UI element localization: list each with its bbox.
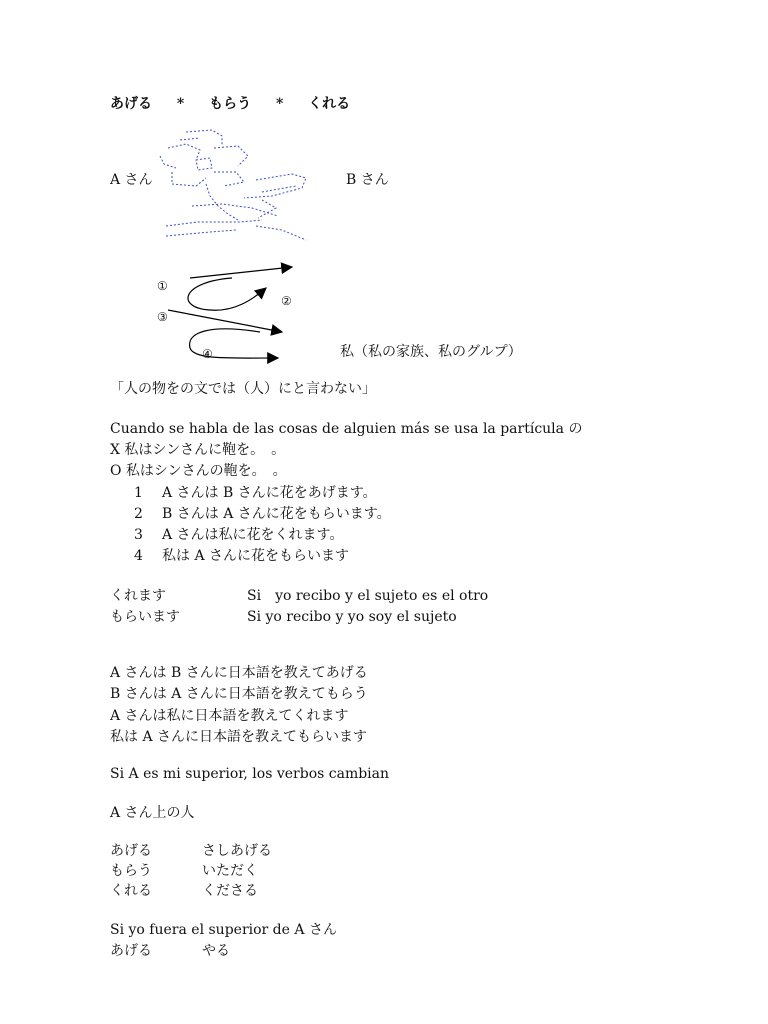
definition-meaning: Si yo recibo y el sujeto es el otro <box>247 588 489 604</box>
verb-humble: やる <box>202 943 230 959</box>
definition-term: もらいます <box>110 609 180 625</box>
title-separator: * <box>176 96 185 112</box>
teach-example: A さんは私に日本語を教えてくれます <box>110 708 349 724</box>
teach-example: A さんは B さんに日本語を教えてあげる <box>110 665 368 681</box>
list-text: A さんは B さんに花をあげます。 <box>162 485 377 501</box>
verb-plain: あげる <box>110 843 152 859</box>
title-separator: * <box>275 96 284 112</box>
arrow-2 <box>188 278 266 310</box>
wrong-example: X 私はシンさんに鞄を。 。 <box>110 442 286 458</box>
list-item <box>134 505 391 523</box>
title-word-ageru: あげる <box>110 96 152 112</box>
verb-plain: もらう <box>110 863 152 879</box>
verb-honorific: いただく <box>202 863 258 879</box>
title-word-kureru: くれる <box>308 96 351 112</box>
person-b-label: B さん <box>346 172 389 188</box>
verb-plain: くれる <box>110 883 152 899</box>
title-word-morau: もらう <box>209 96 252 112</box>
arrow-1 <box>190 267 292 278</box>
teach-example: 私は A さんに日本語を教えてもらいます <box>110 729 368 745</box>
arrow-mark-2: ② <box>281 294 292 308</box>
arrow-mark-1: ① <box>157 279 168 293</box>
superior-label: A さん上の人 <box>110 805 195 821</box>
list-number: 2 <box>134 506 143 522</box>
verb-plain: あげる <box>110 943 152 959</box>
list-number: 1 <box>134 485 143 501</box>
inferior-note: Si yo fuera el superior de A さん <box>110 922 337 938</box>
rule-text: 「人の物をの文では（人）にと言わない」 <box>110 381 376 397</box>
me-group-label: 私（私の家族、私のグルプ） <box>340 344 522 360</box>
definition-meaning: Si yo recibo y yo soy el sujeto <box>247 609 457 625</box>
list-text: 私は A さんに花をもらいます <box>162 548 350 564</box>
list-text: A さんは私に花をくれます。 <box>162 527 344 543</box>
teach-example: B さんは A さんに日本語を教えてもらう <box>110 686 368 702</box>
particle-note: Cuando se habla de las cosas de alguien más se usa la partícula の <box>110 421 583 437</box>
arrow-mark-4: ④ <box>202 347 213 361</box>
list-number: 3 <box>134 527 143 543</box>
superior-note: Si A es mi superior, los verbos cambian <box>110 766 390 782</box>
right-example: O 私はシンさんの鞄を。 。 <box>110 463 287 479</box>
list-item <box>134 484 377 502</box>
list-item <box>134 547 349 565</box>
list-number: 4 <box>134 548 143 564</box>
arrow-mark-3: ③ <box>157 310 168 324</box>
person-a-label: A さん <box>110 172 153 188</box>
verb-honorific: さしあげる <box>202 843 272 859</box>
list-text: B さんは A さんに花をもらいます。 <box>162 506 391 522</box>
list-item <box>134 526 343 544</box>
verb-honorific: くださる <box>202 883 258 899</box>
definition-term: くれます <box>110 588 166 604</box>
